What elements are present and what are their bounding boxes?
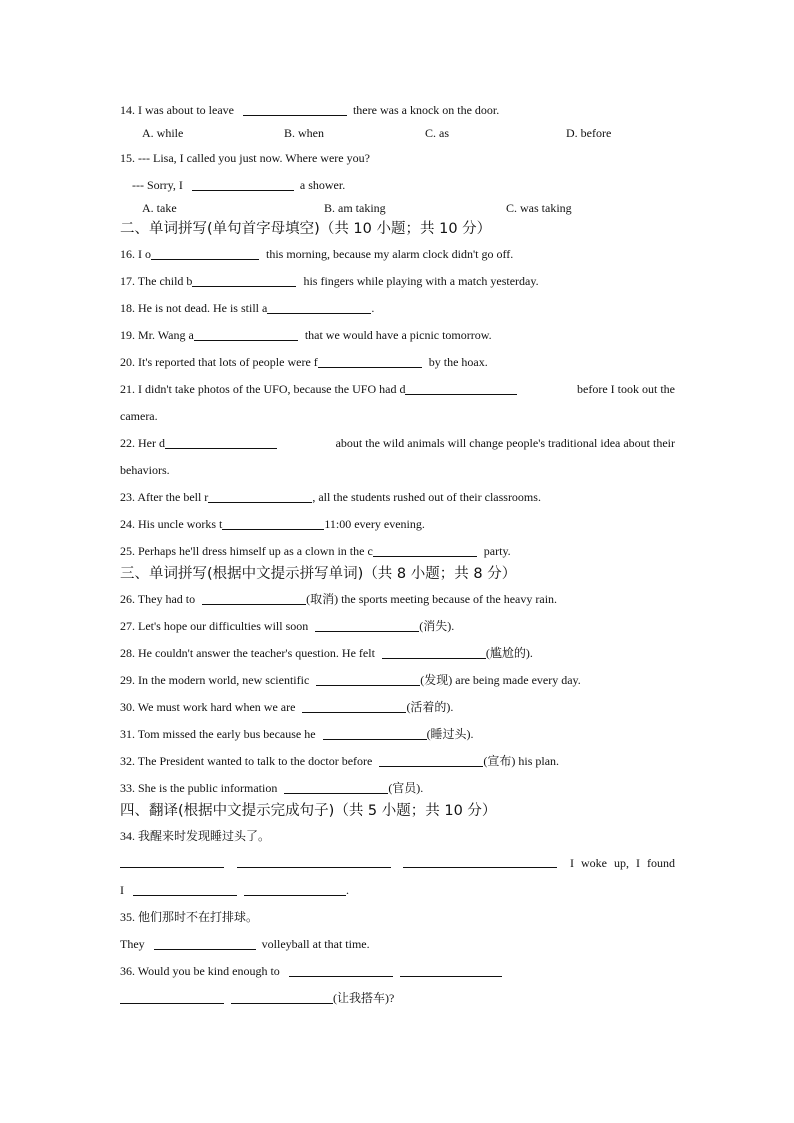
q19-text-a: 19. Mr. Wang a xyxy=(120,328,194,342)
q29-text-b: (发现) are being made every day. xyxy=(420,673,581,687)
q28-blank[interactable] xyxy=(382,646,486,659)
q21-text-b: before I took out the xyxy=(577,382,675,396)
q36-text-b: (让我搭车)? xyxy=(333,991,395,1005)
q26-text-a: 26. They had to xyxy=(120,592,196,606)
q23-text-b: , all the students rushed out of their classrooms. xyxy=(312,490,541,504)
question-34-line1 xyxy=(120,855,675,871)
q14-blank[interactable] xyxy=(243,103,347,116)
question-24 xyxy=(120,516,425,532)
question-20 xyxy=(120,354,488,370)
q15-option-c[interactable]: C. was taking xyxy=(506,201,572,215)
question-32 xyxy=(120,753,559,769)
q21-text-a: 21. I didn't take photos of the UFO, because the UFO had d xyxy=(120,381,517,397)
q25-text-a: 25. Perhaps he'll dress himself up as a clown in the c xyxy=(120,544,373,558)
q14-option-a[interactable]: A. while xyxy=(142,126,184,140)
q15-text-a: --- Sorry, I xyxy=(132,178,183,192)
question-16 xyxy=(120,246,513,262)
q35-text-a: They xyxy=(120,937,145,951)
q36-blank-2[interactable] xyxy=(400,964,502,977)
q25-text-b: party. xyxy=(483,544,511,558)
q18-text-a: 18. He is not dead. He is still a xyxy=(120,301,268,315)
q34-tail-text: I woke up, I found xyxy=(570,856,675,870)
q34-blank-4[interactable] xyxy=(133,883,237,896)
q20-text-a: 20. It's reported that lots of people were f xyxy=(120,355,318,369)
question-34-line2 xyxy=(120,882,349,898)
question-31 xyxy=(120,726,474,742)
q15-text-b: a shower. xyxy=(299,178,346,192)
q22-text-a: 22. Her d xyxy=(120,435,277,451)
q36-blank-4[interactable] xyxy=(231,991,333,1004)
question-35 xyxy=(120,936,370,952)
question-26 xyxy=(120,591,557,607)
q32-text-a: 32. The President wanted to talk to the doctor before xyxy=(120,754,373,768)
q28-text-b: (尴尬的). xyxy=(485,646,533,660)
q30-text-a: 30. We must work hard when we are xyxy=(120,700,296,714)
q14-text-a: 14. I was about to leave xyxy=(120,103,234,117)
q14-option-b[interactable]: B. when xyxy=(284,126,324,140)
q15-option-b[interactable]: B. am taking xyxy=(324,201,386,215)
q18-blank[interactable] xyxy=(267,301,371,314)
q17-text-b: his fingers while playing with a match yesterday. xyxy=(303,274,539,288)
q33-blank[interactable] xyxy=(284,781,388,794)
q34-blank-5[interactable] xyxy=(244,883,346,896)
q23-blank[interactable] xyxy=(208,490,312,503)
q36-text-a: 36. Would you be kind enough to xyxy=(120,964,280,978)
q15-answer-line xyxy=(132,177,345,193)
question-35-prompt: 35. 他们那时不在打排球。 xyxy=(120,910,259,924)
question-15: 15. --- Lisa, I called you just now. Where were you? xyxy=(120,151,370,165)
section-4-title: 四、翻译(根据中文提示完成句子)（共 5 小题；共 10 分） xyxy=(120,803,497,819)
q19-blank[interactable] xyxy=(194,328,298,341)
q26-blank[interactable] xyxy=(202,592,306,605)
q16-text-a: 16. I o xyxy=(120,247,151,261)
q29-blank[interactable] xyxy=(316,673,420,686)
question-28 xyxy=(120,645,533,661)
q34-end: . xyxy=(346,883,349,897)
q20-text-b: by the hoax. xyxy=(428,355,488,369)
q30-blank[interactable] xyxy=(302,700,406,713)
q16-blank[interactable] xyxy=(151,247,259,260)
q20-blank[interactable] xyxy=(318,355,422,368)
q34-line2-text: I xyxy=(120,883,124,897)
question-22 xyxy=(120,435,675,451)
q36-blank-1[interactable] xyxy=(289,964,393,977)
q22-blank[interactable] xyxy=(165,436,277,449)
q26-text-b: (取消) the sports meeting because of the heavy rain. xyxy=(306,592,558,606)
q31-blank[interactable] xyxy=(323,727,427,740)
q33-text-a: 33. She is the public information xyxy=(120,781,278,795)
q32-blank[interactable] xyxy=(379,754,483,767)
question-19 xyxy=(120,327,492,343)
q17-blank[interactable] xyxy=(192,274,296,287)
section-3-title: 三、单词拼写(根据中文提示拼写单词)（共 8 小题；共 8 分） xyxy=(120,566,517,582)
q31-text-a: 31. Tom missed the early bus because he xyxy=(120,727,316,741)
q22-text-b: about the wild animals will change people's traditional idea about their xyxy=(335,436,675,450)
q35-blank[interactable] xyxy=(154,937,256,950)
question-29 xyxy=(120,672,581,688)
question-17 xyxy=(120,273,539,289)
q29-text-a: 29. In the modern world, new scientific xyxy=(120,673,310,687)
section-2-title: 二、单词拼写(单句首字母填空)（共 10 小题；共 10 分） xyxy=(120,221,492,237)
question-21 xyxy=(120,381,675,397)
q28-text-a: 28. He couldn't answer the teacher's question. He felt xyxy=(120,646,375,660)
question-33 xyxy=(120,780,423,796)
q14-text-b: there was a knock on the door. xyxy=(352,103,500,117)
question-30 xyxy=(120,699,453,715)
q14-option-d[interactable]: D. before xyxy=(566,126,612,140)
q34-blank-3[interactable] xyxy=(403,855,557,868)
q34-blank-1[interactable] xyxy=(120,855,224,868)
q27-blank[interactable] xyxy=(315,619,419,632)
question-34-prompt: 34. 我醒来时发现睡过头了。 xyxy=(120,829,271,843)
q21-blank[interactable] xyxy=(405,382,517,395)
q25-blank[interactable] xyxy=(373,544,477,557)
q22-continued: behaviors. xyxy=(120,463,170,477)
q14-option-c[interactable]: C. as xyxy=(425,126,449,140)
question-18 xyxy=(120,300,374,316)
q24-blank[interactable] xyxy=(222,517,324,530)
q34-blank-2[interactable] xyxy=(237,855,391,868)
q35-text-b: volleyball at that time. xyxy=(261,937,370,951)
question-36 xyxy=(120,963,502,979)
q24-text-a: 24. His uncle works t xyxy=(120,517,223,531)
q36-blank-3[interactable] xyxy=(120,991,224,1004)
q27-text-b: (消失). xyxy=(419,619,455,633)
q16-text-b: this morning, because my alarm clock didn't go off. xyxy=(266,247,514,261)
q31-text-b: (睡过头). xyxy=(426,727,474,741)
question-27 xyxy=(120,618,454,634)
q23-text-a: 23. After the bell r xyxy=(120,490,209,504)
question-14 xyxy=(120,102,499,118)
q33-text-b: (官员). xyxy=(388,781,424,795)
question-36-line2 xyxy=(120,990,394,1006)
q19-text-b: that we would have a picnic tomorrow. xyxy=(304,328,492,342)
q17-text-a: 17. The child b xyxy=(120,274,193,288)
question-25 xyxy=(120,543,511,559)
q15-blank[interactable] xyxy=(192,178,294,191)
q24-text-b: 11:00 every evening. xyxy=(324,517,425,531)
q15-option-a[interactable]: A. take xyxy=(142,201,177,215)
q21-continued: camera. xyxy=(120,409,158,423)
q18-text-b: . xyxy=(371,301,375,315)
q30-text-b: (活着的). xyxy=(406,700,454,714)
q27-text-a: 27. Let's hope our difficulties will soon xyxy=(120,619,309,633)
question-23 xyxy=(120,489,541,505)
q32-text-b: (宣布) his plan. xyxy=(483,754,560,768)
